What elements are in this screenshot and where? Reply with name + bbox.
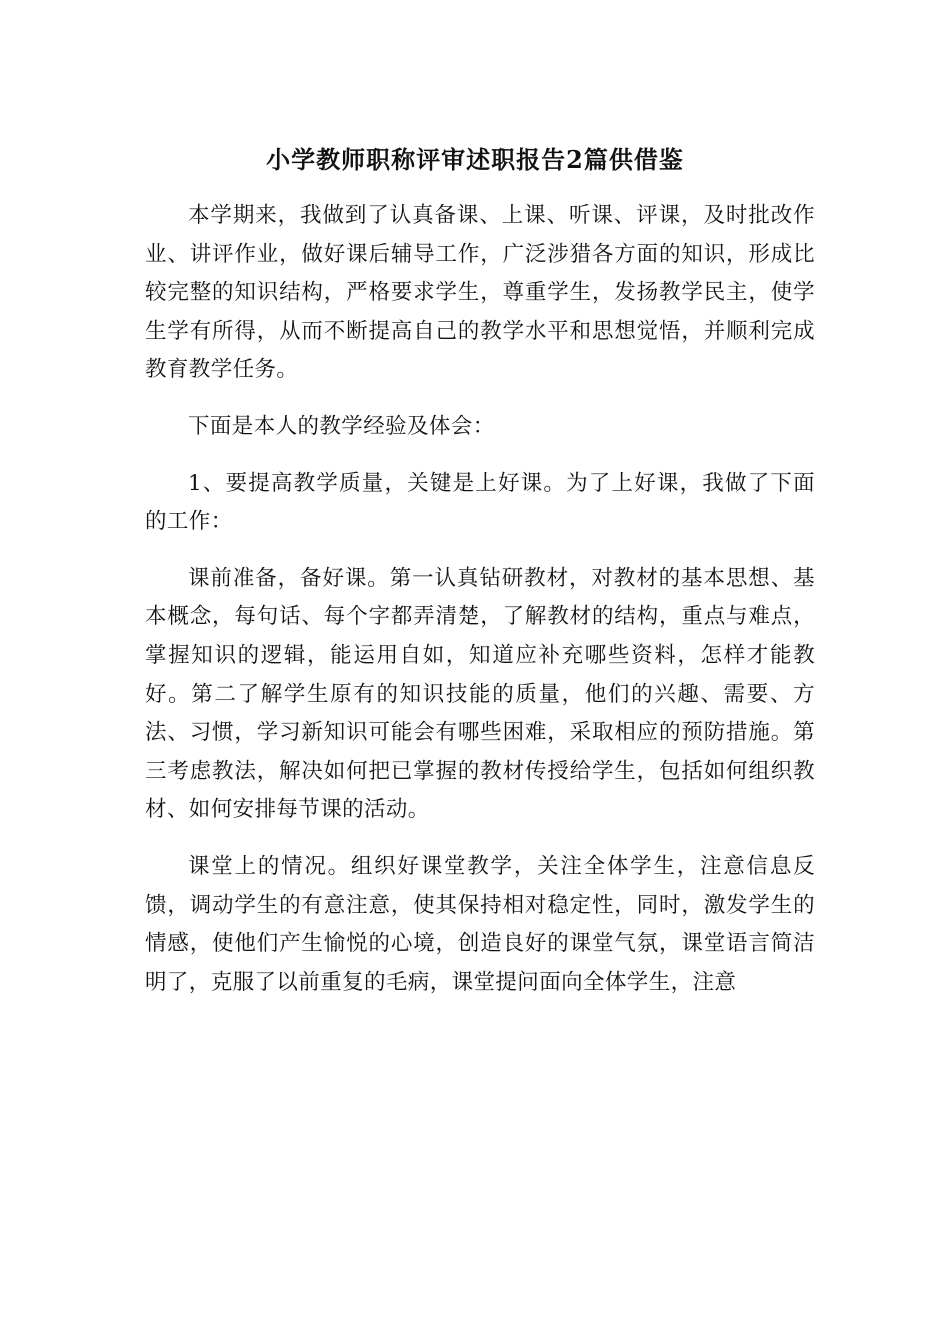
paragraph: 课堂上的情况。组织好课堂教学，关注全体学生，注意信息反馈，调动学生的有意注意，使其保持相对稳定性，同时，激发学生的情感，使他们产生愉悦的心境，创造良好的课堂气氛，课堂语言简洁明了，克服了以前重复的毛病，课堂提问面向全体学生，注意 [145, 853, 815, 995]
document-title: 小学教师职称评审述职报告2篇供借鉴 [266, 145, 684, 174]
paragraph: 本学期来，我做到了认真备课、上课、听课、评课，及时批改作业、讲评作业，做好课后辅导工作，广泛涉猎各方面的知识，形成比较完整的知识结构，严格要求学生，尊重学生，发扬教学民主，使学生学有所得，从而不断提高自己的教学水平和思想觉悟，并顺利完成教育教学任务。 [145, 203, 815, 383]
paragraph: 1、要提高教学质量，关键是上好课。为了上好课，我做了下面的工作： [145, 470, 815, 535]
paragraph: 下面是本人的教学经验及体会： [188, 413, 495, 439]
document-body [145, 197, 815, 1020]
paragraph: 课前准备，备好课。第一认真钻研教材，对教材的基本思想、基本概念，每句话、每个字都弄清楚，了解教材的结构，重点与难点，掌握知识的逻辑，能运用自如，知道应补充哪些资料，怎样才能教好。第二了解学生原有的知识技能的质量，他们的兴趣、需要、方法、习惯，学习新知识可能会有哪些困难，采取相应的预防措施。第三考虑教法，解决如何把已掌握的教材传授给学生，包括如何组织教材、如何安排每节课的活动。 [145, 565, 815, 823]
